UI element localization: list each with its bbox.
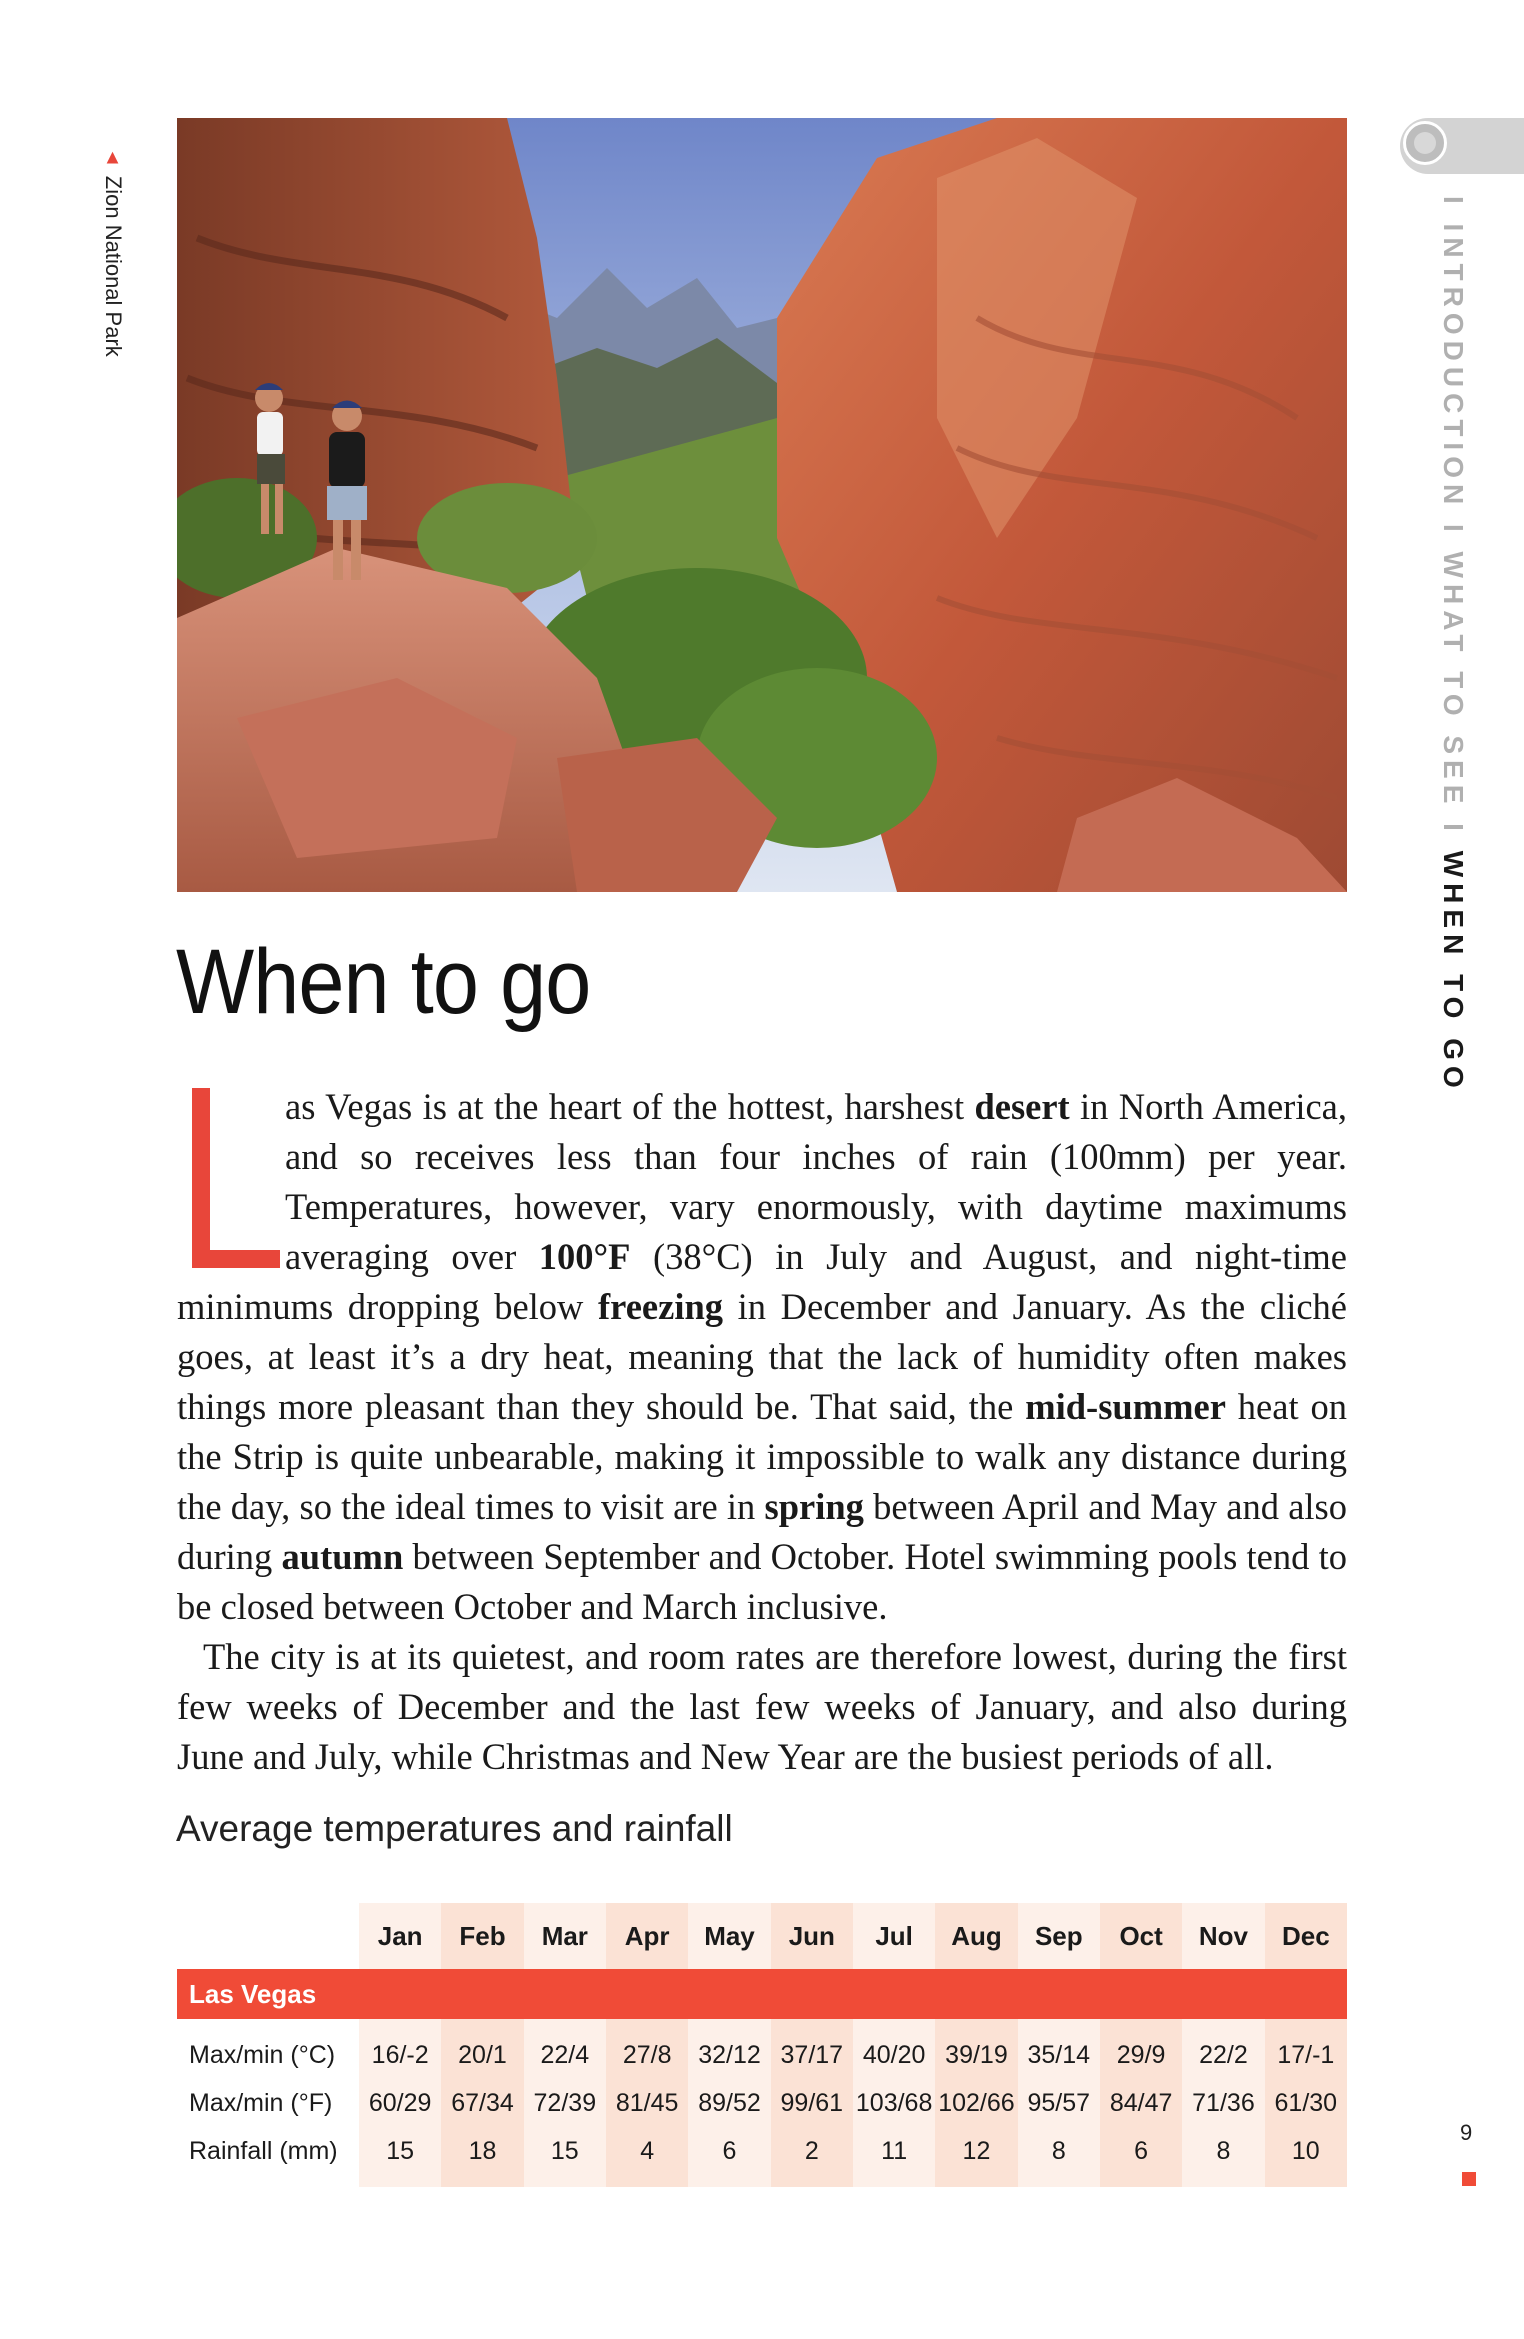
table-cell: 72/39 xyxy=(524,2079,606,2127)
month-header: Feb xyxy=(441,1903,523,1969)
month-header: Sep xyxy=(1018,1903,1100,1969)
table-cell: 95/57 xyxy=(1018,2079,1100,2127)
photo-caption xyxy=(98,148,128,368)
table-cell: 17/-1 xyxy=(1265,2031,1347,2079)
zion-national-park-photo xyxy=(177,118,1347,892)
table-cell: 32/12 xyxy=(688,2031,770,2079)
table-cell: 37/17 xyxy=(771,2031,853,2079)
month-header: Jun xyxy=(771,1903,853,1969)
month-header: May xyxy=(688,1903,770,1969)
city-name: Las Vegas xyxy=(177,1969,1347,2019)
month-header: Oct xyxy=(1100,1903,1182,1969)
table-cell: 61/30 xyxy=(1265,2079,1347,2127)
breadcrumb-current: WHEN TO GO xyxy=(1438,850,1469,1094)
row-label: Rainfall (mm) xyxy=(177,2127,359,2175)
table-row xyxy=(177,2127,1347,2175)
table-cell: 15 xyxy=(359,2127,441,2175)
climate-heading: Average temperatures and rainfall xyxy=(176,1808,733,1849)
table-cell: 60/29 xyxy=(359,2079,441,2127)
table-cell: 11 xyxy=(853,2127,935,2175)
month-header: Nov xyxy=(1182,1903,1264,1969)
table-cell: 4 xyxy=(606,2127,688,2175)
month-header: Aug xyxy=(935,1903,1017,1969)
table-row xyxy=(177,2079,1347,2127)
table-cell: 71/36 xyxy=(1182,2079,1264,2127)
page-title: When to go xyxy=(176,931,591,1033)
table-cell: 2 xyxy=(771,2127,853,2175)
table-cell: 89/52 xyxy=(688,2079,770,2127)
table-cell: 27/8 xyxy=(606,2031,688,2079)
table-cell: 6 xyxy=(1100,2127,1182,2175)
table-row xyxy=(177,2031,1347,2079)
table-cell: 8 xyxy=(1182,2127,1264,2175)
table-cell: 81/45 xyxy=(606,2079,688,2127)
month-header-row xyxy=(177,1903,1347,1969)
photo-caption-text: Zion National Park xyxy=(101,175,126,357)
breadcrumb-path: I INTRODUCTION I WHAT TO SEE I xyxy=(1438,196,1469,851)
month-header: Dec xyxy=(1265,1903,1347,1969)
table-cell: 84/47 xyxy=(1100,2079,1182,2127)
table-cell: 35/14 xyxy=(1018,2031,1100,2079)
body-text xyxy=(177,1082,1347,1782)
breadcrumb xyxy=(1437,196,1469,1094)
table-cell: 12 xyxy=(935,2127,1017,2175)
row-label: Max/min (°C) xyxy=(177,2031,359,2079)
table-cell: 20/1 xyxy=(441,2031,523,2079)
page-marker xyxy=(1462,2172,1476,2186)
table-cell: 29/9 xyxy=(1100,2031,1182,2079)
table-cell: 99/61 xyxy=(771,2079,853,2127)
table-cell: 39/19 xyxy=(935,2031,1017,2079)
table-cell: 103/68 xyxy=(853,2079,935,2127)
table-cell: 6 xyxy=(688,2127,770,2175)
table-cell: 67/34 xyxy=(441,2079,523,2127)
table-cell: 22/2 xyxy=(1182,2031,1264,2079)
page-number: 9 xyxy=(1460,2120,1473,2145)
table-cell: 18 xyxy=(441,2127,523,2175)
month-header: Apr xyxy=(606,1903,688,1969)
paragraph-1: as Vegas is at the heart of the hottest, harshest desert in North America, and so receives less than four inches of rain (100mm) per year. Temperatures, however, vary enormously, with daytime maximums averaging over 100°F (38°C) in July and August, and night-time minimums dropping below freezing in December and January. As the cliché goes, at least it’s a dry heat, meaning that the lack of humidity often makes things more pleasant than they should be. That said, the mid-summer heat on the Strip is quite unbearable, making it impossible to walk any distance during the day, so the ideal times to visit are in spring between April and May and also during autumn between September and October. Hotel swimming pools tend to be closed between October and March inclusive. xyxy=(177,1086,1348,1627)
month-header: Jan xyxy=(359,1903,441,1969)
table-cell: 16/-2 xyxy=(359,2031,441,2079)
table-cell: 8 xyxy=(1018,2127,1100,2175)
table-cell: 10 xyxy=(1265,2127,1347,2175)
paragraph-2: The city is at its quietest, and room rates are therefore lowest, during the first few weeks of December and the last few weeks of January, and also during June and July, while Christmas and New Year are the busiest periods of all. xyxy=(177,1636,1347,1777)
table-cell: 102/66 xyxy=(935,2079,1017,2127)
header-corner xyxy=(177,1903,359,1969)
triangle-icon: ▲ xyxy=(103,146,123,169)
table-cell: 15 xyxy=(524,2127,606,2175)
climate-table xyxy=(177,1903,1347,2187)
month-header: Jul xyxy=(853,1903,935,1969)
row-label: Max/min (°F) xyxy=(177,2079,359,2127)
month-header: Mar xyxy=(524,1903,606,1969)
table-cell: 40/20 xyxy=(853,2031,935,2079)
table-cell: 22/4 xyxy=(524,2031,606,2079)
city-row xyxy=(177,1969,1347,2019)
circle-icon xyxy=(1403,121,1447,165)
